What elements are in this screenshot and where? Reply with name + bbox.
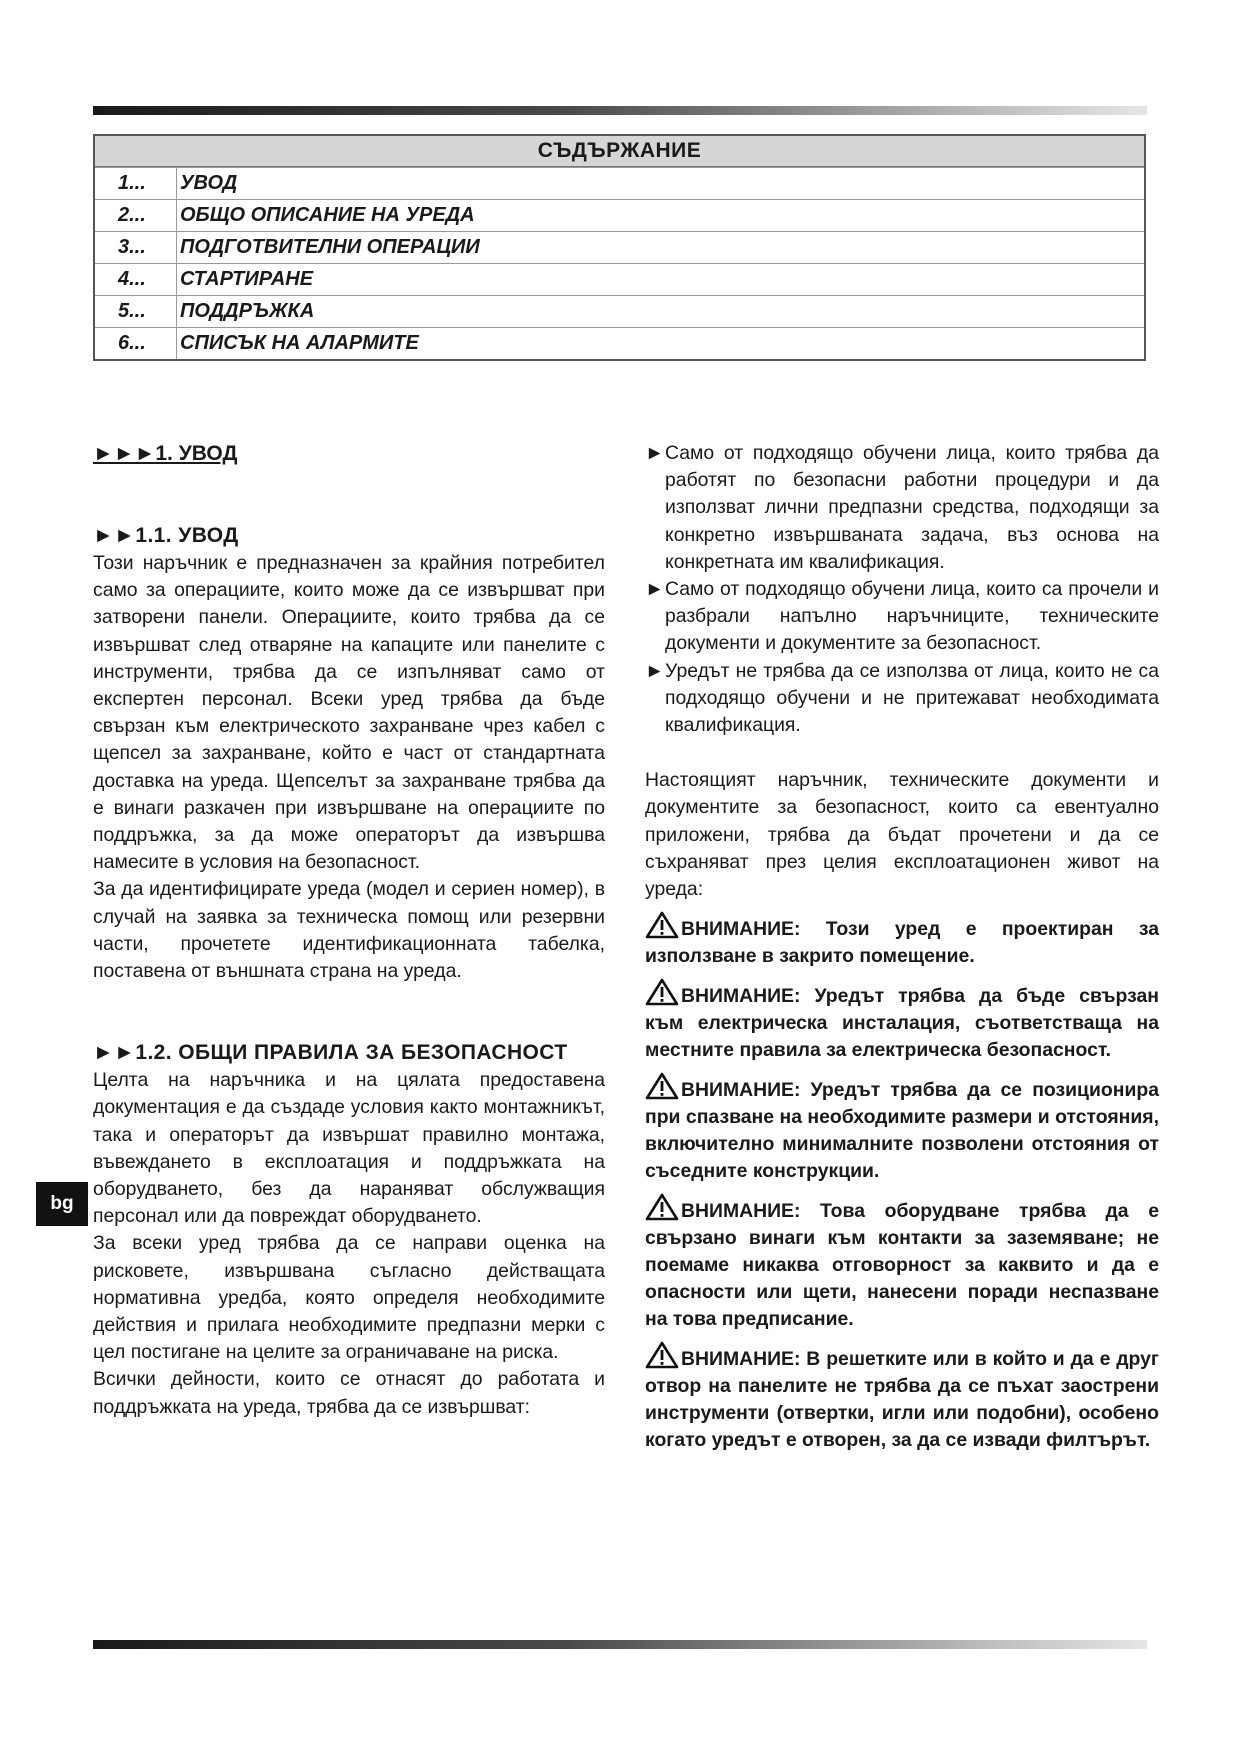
warning-block [645, 1193, 1159, 1333]
bullet-item [645, 658, 1159, 740]
toc-item-title: ПОДГОТВИТЕЛНИ ОПЕРАЦИИ [176, 232, 480, 263]
toc-item[interactable] [95, 167, 1144, 199]
bullet-item [645, 576, 1159, 658]
warning-triangle-icon [645, 978, 679, 1006]
paragraph: Настоящият наръчник, техническите документи и документите за безопасност, които са евентуално приложени, трябва да бъдат прочетени и да се съхраняват през целия експлоатационен живот на уреда: [645, 769, 1159, 901]
bullet-item [645, 440, 1159, 576]
paragraph: Всички дейности, които се отнасят до работата и поддръжката на уреда, трябва да се извършват: [93, 1368, 605, 1418]
toc-item-title: ОБЩО ОПИСАНИЕ НА УРЕДА [176, 200, 475, 231]
toc-item-number: 2... [118, 204, 146, 226]
toc-item[interactable] [95, 295, 1144, 327]
left-column [93, 440, 605, 1421]
warning-text: ВНИМАНИЕ: Това оборудване трябва да е свързано винаги към контакти за заземяване; не поемаме никаква отговорност за каквито и да е опасности или щети, нанесени поради неспазване на това предписание. [645, 1200, 1159, 1331]
warning-triangle-icon [645, 911, 679, 939]
subsection-heading: ►►1.1. УВОД [93, 524, 239, 547]
paragraph: Целта на наръчника и на цялата предоставена документация е да създаде условия както монтажникът, така и операторът да извършат правилно монтажа, въвеждането в експлоатация и поддръжката на оборудването, без да нараняват обслужващия персонал или да повреждат оборудването. [93, 1069, 605, 1228]
warning-triangle-icon [645, 1341, 679, 1369]
bullet-text: Само от подходящо обучени лица, които трябва да работят по безопасни работни процедури и да използват лични предпазни средства, подходящи за конкретно извършваната задача, въз основа на конкретната им квалификация. [665, 442, 1159, 573]
toc-item-title: ПОДДРЪЖКА [176, 296, 314, 327]
warning-text: ВНИМАНИЕ: Уредът трябва да се позиционира при спазване на необходимите размери и отстояния, включително минималните позволени отстояния от съседните конструкции. [645, 1079, 1159, 1183]
bullet-arrow-icon: ► [645, 578, 665, 601]
table-of-contents [93, 134, 1146, 361]
warning-triangle-icon [645, 1193, 679, 1221]
subsection-heading: ►►1.2. ОБЩИ ПРАВИЛА ЗА БЕЗОПАСНОСТ [93, 1041, 568, 1065]
bullet-arrow-icon: ► [645, 659, 665, 682]
toc-item-number: 6... [118, 332, 146, 354]
right-column [645, 440, 1159, 1454]
top-rule [93, 106, 1147, 115]
warning-triangle-icon [645, 1072, 679, 1100]
toc-item-title: СТАРТИРАНЕ [176, 264, 313, 295]
language-tab: bg [36, 1182, 88, 1226]
toc-item[interactable] [95, 327, 1144, 359]
section-heading: ►►►1. УВОД [93, 442, 238, 465]
warning-text: ВНИМАНИЕ: В решетките или в който и да е друг отвор на панелите не трябва да се пъхат заострени инструменти (отвертки, игли или подобни), особено когато уредът е отворен, за да се извади филтърът. [645, 1348, 1159, 1452]
bullet-arrow-icon: ► [645, 442, 665, 464]
toc-item[interactable] [95, 263, 1144, 295]
warning-block [645, 978, 1159, 1064]
toc-title: СЪДЪРЖАНИЕ [537, 139, 702, 162]
toc-item-number: 5... [118, 300, 146, 322]
toc-item-number: 4... [118, 268, 146, 290]
paragraph: За да идентифицирате уреда (модел и сериен номер), в случай на заявка за техническа помощ или резервни части, прочетете идентификационната табелка, поставена от външната страна на уреда. [93, 878, 605, 983]
toc-item[interactable] [95, 231, 1144, 263]
toc-item-title: СПИСЪК НА АЛАРМИТЕ [176, 328, 419, 359]
toc-item[interactable] [95, 199, 1144, 231]
toc-header [95, 136, 1144, 167]
toc-item-title: УВОД [176, 168, 237, 199]
warning-block [645, 1072, 1159, 1185]
warning-text: ВНИМАНИЕ: Този уред е проектиран за използване в закрито помещение. [645, 918, 1159, 968]
bullet-text: Само от подходящо обучени лица, които са прочели и разбрали напълно наръчниците, техническите документи и документите за безопасност. [665, 578, 1159, 655]
bullet-text: Уредът не трябва да се използва от лица, които не са подходящо обучени и не притежават необходимата квалификация. [665, 659, 1159, 737]
paragraph: Този наръчник е предназначен за крайния потребител само за операциите, които може да се извършват при затворени панели. Операциите, които трябва да се извършват след отваряне на капаците или панелите с инструменти, трябва да се изпълняват само от експертен персонал. Всеки уред трябва да бъде свързан към електрическото захранване чрез кабел с щепсел за захранване, който е част от стандартната доставка на уреда. Щепселът за захранване трябва да е винаги разкачен при извършване на операциите по поддръжка, за да може операторът да извършва намесите в условия на безопасност. [93, 552, 605, 874]
warning-block [645, 911, 1159, 970]
warning-block [645, 1341, 1159, 1454]
warning-text: ВНИМАНИЕ: Уредът трябва да бъде свързан към електрическа инсталация, съответстваща на местните правила за електрическа безопасност. [645, 985, 1159, 1062]
paragraph: За всеки уред трябва да се направи оценка на рисковете, извършвана съгласно действащата нормативна уредба, която определя необходимите действия и прилага необходимите предпазни мерки с цел постигане на целите за ограничаване на риска. [93, 1232, 605, 1364]
toc-item-number: 3... [118, 236, 146, 258]
toc-item-number: 1... [118, 172, 146, 194]
bottom-rule [93, 1640, 1147, 1649]
